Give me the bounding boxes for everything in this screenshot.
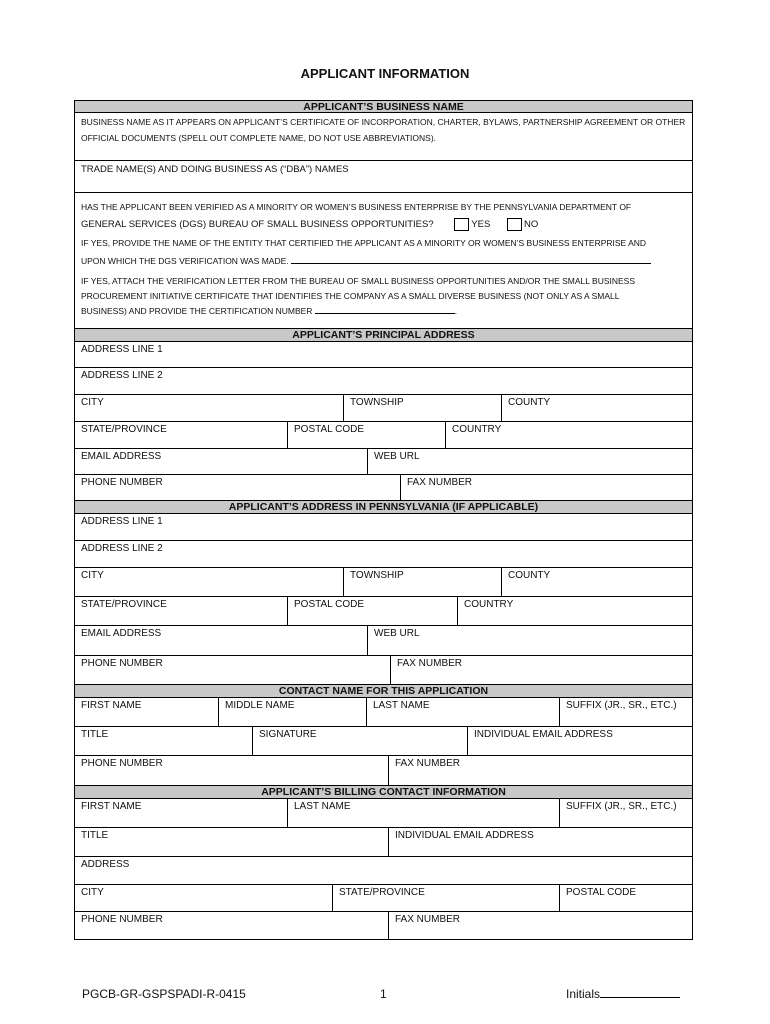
billing-header: APPLICANT’S BILLING CONTACT INFORMATION — [74, 786, 693, 799]
certification-number-field[interactable] — [315, 313, 455, 314]
contact-fax-field[interactable]: FAX NUMBER — [388, 756, 692, 785]
page-number: 1 — [380, 987, 387, 1001]
principal-address1-label: ADDRESS LINE 1 — [81, 344, 163, 355]
no-label: NO — [523, 219, 539, 230]
pa-email-field[interactable]: EMAIL ADDRESS — [81, 628, 162, 639]
certifying-entity-field[interactable] — [291, 263, 651, 264]
pa-address1-field[interactable] — [74, 514, 693, 541]
contact-header: CONTACT NAME FOR THIS APPLICATION — [74, 685, 693, 698]
no-checkbox[interactable] — [507, 218, 522, 231]
principal-address2-field[interactable] — [74, 368, 693, 395]
dba-field[interactable] — [74, 161, 693, 193]
pa-city-field[interactable]: CITY — [81, 570, 104, 581]
pa-address2-label: ADDRESS LINE 2 — [81, 543, 163, 554]
pa-email-row — [74, 626, 693, 656]
billing-city-field[interactable]: CITY — [81, 887, 104, 898]
pa-web-field[interactable]: WEB URL — [367, 626, 692, 655]
verification-question-2: IF YES, PROVIDE THE NAME OF THE ENTITY THAT CERTIFIED THE APPLICANT AS A MINORITY OR WOMEN’S BUSINESS ENTERPRISE AND — [81, 238, 647, 248]
page-title: APPLICANT INFORMATION — [300, 66, 470, 81]
business-name-header: APPLICANT’S BUSINESS NAME — [74, 100, 693, 113]
billing-phone-row — [74, 912, 693, 940]
principal-fax-field[interactable]: FAX NUMBER — [400, 475, 692, 500]
contact-name-row — [74, 698, 693, 727]
contact-title-field[interactable]: TITLE — [81, 729, 109, 740]
principal-city-row — [74, 395, 693, 422]
pa-fax-field[interactable]: FAX NUMBER — [390, 656, 692, 684]
pa-county-field[interactable]: COUNTY — [501, 568, 692, 596]
verification-block — [74, 193, 693, 329]
billing-address-field[interactable] — [74, 857, 693, 885]
pa-phone-field[interactable]: PHONE NUMBER — [81, 658, 163, 669]
principal-address2-label: ADDRESS LINE 2 — [81, 370, 163, 381]
principal-township-field[interactable]: TOWNSHIP — [343, 395, 501, 421]
principal-phone-row — [74, 475, 693, 501]
initials-field[interactable] — [600, 997, 680, 998]
principal-web-field[interactable]: WEB URL — [367, 449, 692, 474]
contact-phone-row — [74, 756, 693, 786]
business-name-field[interactable] — [74, 113, 693, 161]
principal-state-field[interactable]: STATE/PROVINCE — [81, 424, 167, 435]
contact-suffix-field[interactable]: SUFFIX (JR., SR., ETC.) — [559, 698, 692, 726]
billing-address-label: ADDRESS — [81, 859, 130, 870]
verification-question-2b: UPON WHICH THE DGS VERIFICATION WAS MADE. — [81, 252, 686, 270]
principal-address-header: APPLICANT’S PRINCIPAL ADDRESS — [74, 329, 693, 342]
billing-name-row — [74, 799, 693, 828]
verification-question-1b: GENERAL SERVICES (DGS) BUREAU OF SMALL BUSINESS OPPORTUNITIES? YES NO — [81, 219, 539, 230]
form-id: PGCB-GR-GSPSPADI-R-0415 — [82, 987, 246, 1001]
principal-county-field[interactable]: COUNTY — [501, 395, 692, 421]
principal-address1-field[interactable] — [74, 342, 693, 368]
principal-postal-field[interactable]: POSTAL CODE — [287, 422, 445, 448]
billing-title-field[interactable]: TITLE — [81, 830, 109, 841]
billing-last-name-field[interactable]: LAST NAME — [287, 799, 559, 827]
dba-label: TRADE NAME(S) AND DOING BUSINESS AS (“DBA”) NAMES — [81, 164, 349, 175]
pa-address-header: APPLICANT’S ADDRESS IN PENNSYLVANIA (IF APPLICABLE) — [74, 501, 693, 514]
contact-email-field[interactable]: INDIVIDUAL EMAIL ADDRESS — [467, 727, 692, 755]
contact-title-row — [74, 727, 693, 756]
billing-suffix-field[interactable]: SUFFIX (JR., SR., ETC.) — [559, 799, 692, 827]
pa-address2-field[interactable] — [74, 541, 693, 568]
billing-first-name-field[interactable]: FIRST NAME — [81, 801, 142, 812]
billing-postal-field[interactable]: POSTAL CODE — [559, 885, 692, 911]
pa-country-field[interactable]: COUNTRY — [457, 597, 692, 625]
principal-email-field[interactable]: EMAIL ADDRESS — [81, 451, 162, 462]
billing-phone-field[interactable]: PHONE NUMBER — [81, 914, 163, 925]
verification-question-3: IF YES, ATTACH THE VERIFICATION LETTER FROM THE BUREAU OF SMALL BUSINESS OPPORTUNITIES AND/OR THE SMALL BUSINESS PROCUREMENT INITIATIVE CERTIFICATE THAT IDENTIFIES THE COMPANY AS A SMALL DIVERSE BUSINESS (NOT ONLY AS A SMALL BUSINESS) AND PROVIDE THE CERTIFICATION NUMBER . — [81, 276, 636, 316]
pa-city-row — [74, 568, 693, 597]
billing-city-row — [74, 885, 693, 912]
billing-state-field[interactable]: STATE/PROVINCE — [332, 885, 559, 911]
billing-title-row — [74, 828, 693, 857]
applicant-form — [74, 100, 693, 940]
pa-state-row — [74, 597, 693, 626]
contact-last-name-field[interactable]: LAST NAME — [366, 698, 559, 726]
billing-email-field[interactable]: INDIVIDUAL EMAIL ADDRESS — [388, 828, 692, 856]
verification-question-1: HAS THE APPLICANT BEEN VERIFIED AS A MINORITY OR WOMEN’S BUSINESS ENTERPRISE BY THE PENNSYLVANIA DEPARTMENT OF — [81, 202, 632, 212]
principal-city-field[interactable]: CITY — [81, 397, 104, 408]
pa-township-field[interactable]: TOWNSHIP — [343, 568, 501, 596]
principal-country-field[interactable]: COUNTRY — [445, 422, 692, 448]
principal-state-row — [74, 422, 693, 449]
contact-first-name-field[interactable]: FIRST NAME — [81, 700, 142, 711]
initials-label: Initials — [566, 987, 680, 1001]
contact-signature-field[interactable]: SIGNATURE — [252, 727, 467, 755]
principal-phone-field[interactable]: PHONE NUMBER — [81, 477, 163, 488]
pa-postal-field[interactable]: POSTAL CODE — [287, 597, 457, 625]
yes-checkbox[interactable] — [454, 218, 469, 231]
yes-label: YES — [471, 219, 491, 230]
pa-phone-row — [74, 656, 693, 685]
business-name-instruction: BUSINESS NAME AS IT APPEARS ON APPLICANT’S CERTIFICATE OF INCORPORATION, CHARTER, BYLAWS, PARTNERSHIP AGREEMENT OR OTHER OFFICIAL DOCUMENTS (SPELL OUT COMPLETE NAME, DO NOT USE ABBREVIATIONS). — [81, 117, 686, 143]
contact-phone-field[interactable]: PHONE NUMBER — [81, 758, 163, 769]
pa-state-field[interactable]: STATE/PROVINCE — [81, 599, 167, 610]
contact-middle-name-field[interactable]: MIDDLE NAME — [218, 698, 366, 726]
billing-fax-field[interactable]: FAX NUMBER — [388, 912, 692, 939]
pa-address1-label: ADDRESS LINE 1 — [81, 516, 163, 527]
principal-email-row — [74, 449, 693, 475]
